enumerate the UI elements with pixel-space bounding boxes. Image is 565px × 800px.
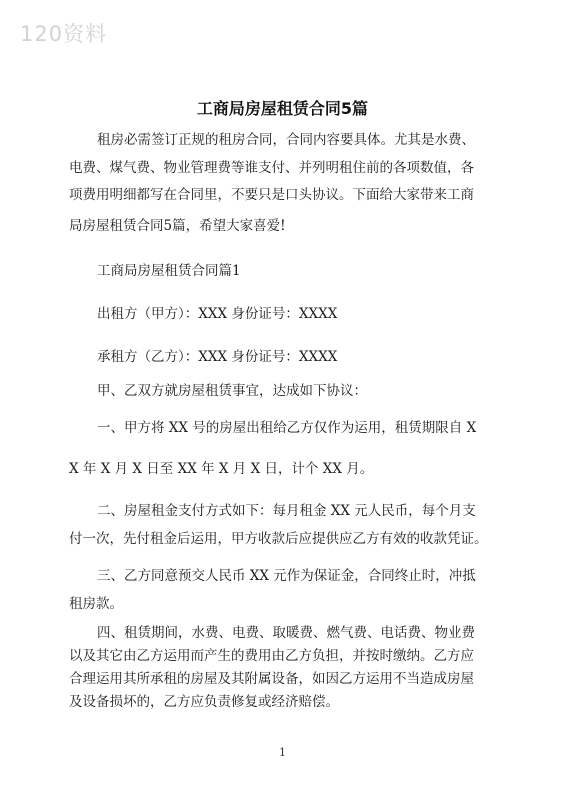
intro-line: 租房必需签订正规的租房合同，合同内容要具体。尤其是水费、 (97, 132, 475, 148)
clause-line: 付一次，先付租金后运用，甲方收款后应提供应乙方有效的收款凭证。 (69, 531, 488, 547)
intro-line: 局房屋租赁合同5篇，希望大家喜爱! (69, 218, 286, 234)
clause-line: 二、房屋租金支付方式如下：每月租金 XX 元人民币，每个月支 (97, 503, 476, 519)
clause-line: 合理运用其所承租的房屋及其附属设备，如因乙方运用不当造成房屋 (69, 671, 474, 687)
intro-line: 项费用明细都写在合同里，不要只是口头协议。下面给大家带来工商 (69, 187, 474, 203)
agreement-intro: 甲、乙双方就房屋租赁事宜，达成如下协议： (97, 383, 367, 399)
page-number: 1 (279, 746, 286, 759)
intro-line: 电费、煤气费、物业管理费等谁支付、并列明租住前的各项数值，各 (69, 160, 474, 176)
section-heading: 工商局房屋租赁合同篇1 (97, 263, 241, 279)
clause-line: 以及其它由乙方运用而产生的费用由乙方负担，并按时缴纳。乙方应 (69, 648, 474, 664)
clause-line: X 年 X 月 X 日至 XX 年 X 月 X 日，计个 XX 月。 (69, 461, 374, 477)
watermark-logo: 120资料 (20, 22, 108, 46)
document-title: 工商局房屋租赁合同5篇 (196, 99, 369, 118)
lessor-info: 出租方（甲方）：XXX 身份证号：XXXX (97, 306, 338, 322)
clause-line: 三、乙方同意预交人民币 XX 元作为保证金，合同终止时，冲抵 (97, 568, 476, 584)
lessee-info: 承租方（乙方）：XXX 身份证号：XXXX (97, 349, 338, 365)
clause-line: 一、甲方将 XX 号的房屋出租给乙方仅作为运用，租赁期限自 X (97, 420, 477, 436)
clause-line: 及设备损坏的，乙方应负责修复或经济赔偿。 (69, 694, 339, 710)
clause-line: 租房款。 (69, 596, 123, 612)
clause-line: 四、租赁期间，水费、电费、取暖费、燃气费、电话费、物业费 (97, 625, 475, 641)
